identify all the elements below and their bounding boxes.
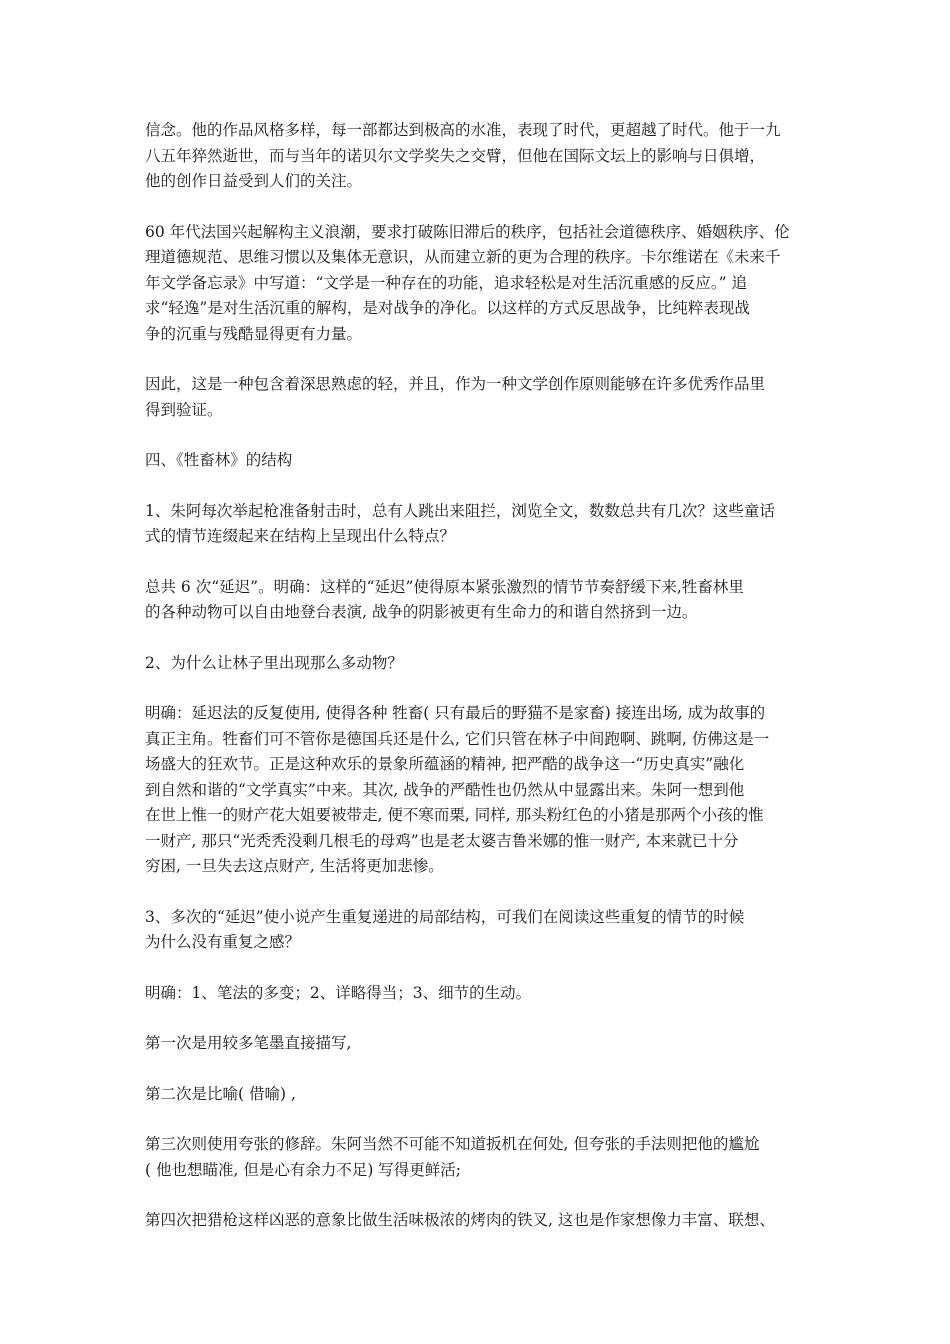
point-second: 第二次是比喻( 借喻) , [145,1084,296,1103]
point-fourth: 第四次把猎枪这样凶恶的意象比做生活味极浓的烤肉的铁叉, 这也是作家想像力丰富、联想、 [145,1211,775,1229]
point-third: 第三次则使用夸张的修辞。朱阿当然不可能不知道扳机在何处, 但夸张的手法则把他的尴尬 ( 他也想瞄准, 但是心有余力不足) 写得更鲜活; [145,1135,760,1179]
answer-1: 总共 6 次“延迟”。明确：这样的“延迟”使得原本紧张激烈的情节节奏舒缓下来,牲畜林里 的各种动物可以自由地登台表演, 战争的阴影被更有生命力的和谐自然挤到一边。 [145,577,744,621]
question-1: 1、朱阿每次举起枪准备射击时，总有人跳出来阻拦，浏览全文，数数总共有几次？这些童话 式的情节连缀起来在结构上呈现出什么特点？ [145,501,775,545]
paragraph-deconstruction: 60 年代法国兴起解构主义浪潮，要求打破陈旧滞后的秩序，包括社会道德秩序、婚姻秩序、伦 理道德规范、思维习惯以及集体无意识，从而建立新的更为合理的秩序。卡尔维诺在《未来千 年文学备忘录》中写道：“文学是一种存在的功能，追求轻松是对生活沉重感的反应。” 追 求“轻逸”是对生活沉重的解构，是对战争的净化。以这样的方式反思战争，比纯粹表现战 争的沉重与残酷显得更有力量。 [145,222,790,343]
question-2: 2、为什么让林子里出现那么多动物？ [145,653,403,672]
question-3: 3、多次的“延迟”使小说产生重复递进的局部结构，可我们在阅读这些重复的情节的时候 为什么没有重复之感？ [145,907,745,951]
point-first: 第一次是用较多笔墨直接描写, [145,1034,352,1052]
document-page [145,118,813,1259]
paragraph-calvino-bio: 信念。他的作品风格多样，每一部都达到极高的水准，表现了时代，更超越了时代。他于一九 八五年猝然逝世，而与当年的诺贝尔文学奖失之交臂，但他在国际文坛上的影响与日俱增， 他的创作日益受到人们的关注。 [145,121,781,190]
answer-3: 明确：1、笔法的多变；2、详略得当；3、细节的生动。 [145,983,532,1002]
paragraph-lightness: 因此，这是一种包含着深思熟虑的轻，并且，作为一种文学创作原则能够在许多优秀作品里 得到验证。 [145,375,766,419]
section-heading-structure: 四、《牲畜林》的结构 [145,451,293,469]
answer-2: 明确：延迟法的反复使用, 使得各种 牲畜( 只有最后的野猫不是家畜) 接连出场, 成为故事的 真正主角。牲畜们可不管你是德国兵还是什么, 它们只管在林子中间跑啊、跳啊, 仿佛这是一 场盛大的狂欢节。正是这种欢乐的景象所蕴涵的精神, 把严酷的战争这一“历史真实”融化 到自然和谐的“文学真实”中来。其次, 战争的严酷性也仍然从中显露出来。朱阿一想到他 在世上惟一的财产花大姐要被带走, 便不寒而栗, 同样, 那头粉红色的小猪是那两个小孩的惟 一财产, 那只“光秃秃没剩几根毛的母鸡”也是老太婆吉鲁米娜的惟一财产, 本来就已十分 穷困, 一旦失去这点财产, 生活将更加悲惨。 [145,704,770,875]
